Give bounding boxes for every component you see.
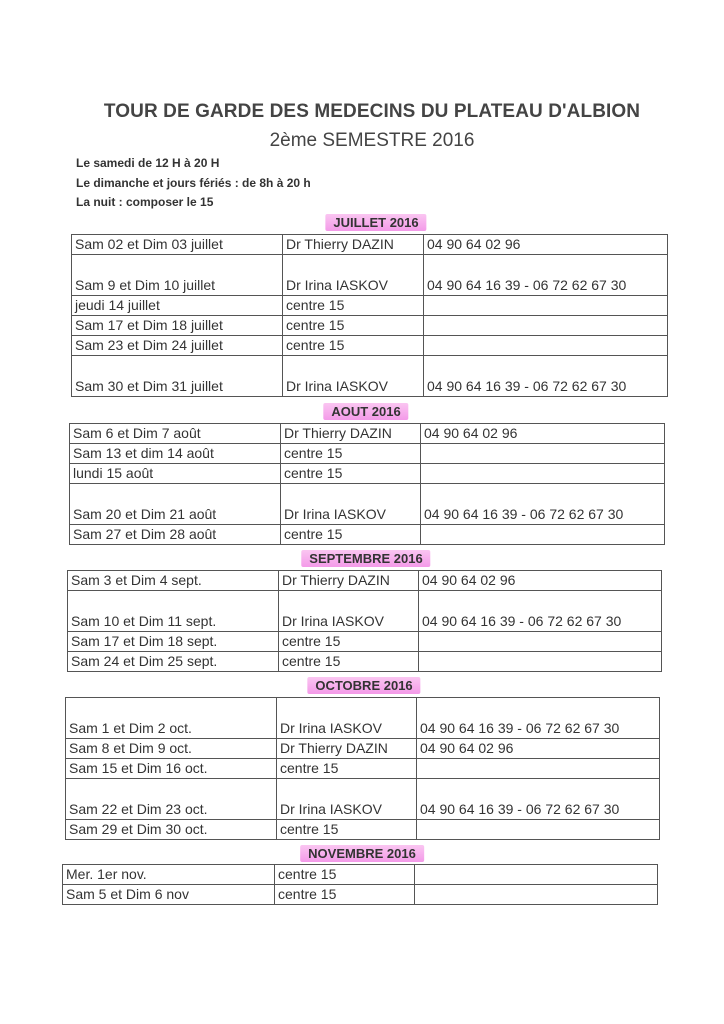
phone-cell: [417, 759, 660, 779]
phone-cell: [424, 296, 668, 316]
doctor-cell: centre 15: [281, 444, 421, 464]
phone-cell: [421, 444, 665, 464]
table-row: [72, 316, 668, 336]
schedule-table-october: [65, 697, 660, 840]
doctor-cell: Dr Thierry DAZIN: [283, 235, 424, 255]
date-cell: Mer. 1er nov.: [63, 865, 275, 885]
phone-cell: [424, 316, 668, 336]
date-cell: Sam 02 et Dim 03 juillet: [72, 235, 283, 255]
doctor-cell: Dr Irina IASKOV: [283, 255, 424, 296]
table-row: [72, 356, 668, 397]
table-row: [70, 484, 665, 525]
table-row: [63, 865, 658, 885]
table-row: [66, 698, 660, 739]
phone-cell: 04 90 64 02 96: [419, 571, 662, 591]
info-night-number: La nuit : composer le 15: [76, 195, 214, 209]
doctor-cell: centre 15: [283, 336, 424, 356]
phone-cell: 04 90 64 16 39 - 06 72 62 67 30: [419, 591, 662, 632]
date-cell: Sam 24 et Dim 25 sept.: [68, 652, 279, 672]
date-cell: Sam 23 et Dim 24 juillet: [72, 336, 283, 356]
date-cell: Sam 10 et Dim 11 sept.: [68, 591, 279, 632]
phone-cell: 04 90 64 02 96: [421, 424, 665, 444]
doctor-cell: centre 15: [277, 820, 417, 840]
table-row: [66, 759, 660, 779]
phone-cell: 04 90 64 16 39 - 06 72 62 67 30: [417, 698, 660, 739]
doctor-cell: Dr Thierry DAZIN: [281, 424, 421, 444]
info-sunday-hours: Le dimanche et jours fériés : de 8h à 20 h: [76, 176, 311, 190]
date-cell: jeudi 14 juillet: [72, 296, 283, 316]
doctor-cell: Dr Irina IASKOV: [281, 484, 421, 525]
schedule-table-september: [67, 570, 662, 672]
phone-cell: [424, 336, 668, 356]
date-cell: Sam 6 et Dim 7 août: [70, 424, 281, 444]
schedule-table-august: [69, 423, 665, 545]
month-heading-july: JUILLET 2016: [325, 214, 426, 231]
month-heading-september: SEPTEMBRE 2016: [301, 550, 430, 567]
date-cell: Sam 17 et Dim 18 sept.: [68, 632, 279, 652]
doctor-cell: Dr Irina IASKOV: [277, 698, 417, 739]
month-heading-october: OCTOBRE 2016: [307, 677, 420, 694]
phone-cell: 04 90 64 16 39 - 06 72 62 67 30: [424, 356, 668, 397]
phone-cell: [421, 525, 665, 545]
date-cell: Sam 5 et Dim 6 nov: [63, 885, 275, 905]
doctor-cell: centre 15: [279, 632, 419, 652]
date-cell: Sam 1 et Dim 2 oct.: [66, 698, 277, 739]
schedule-table-july: [71, 234, 668, 397]
doctor-cell: Dr Thierry DAZIN: [279, 571, 419, 591]
phone-cell: 04 90 64 02 96: [424, 235, 668, 255]
phone-cell: [419, 632, 662, 652]
doctor-cell: Dr Thierry DAZIN: [277, 739, 417, 759]
table-row: [70, 424, 665, 444]
table-row: [66, 820, 660, 840]
table-row: [72, 235, 668, 255]
date-cell: Sam 22 et Dim 23 oct.: [66, 779, 277, 820]
table-row: [70, 525, 665, 545]
date-cell: lundi 15 août: [70, 464, 281, 484]
phone-cell: [415, 865, 658, 885]
phone-cell: 04 90 64 16 39 - 06 72 62 67 30: [417, 779, 660, 820]
date-cell: Sam 29 et Dim 30 oct.: [66, 820, 277, 840]
phone-cell: 04 90 64 02 96: [417, 739, 660, 759]
page-subtitle: 2ème SEMESTRE 2016: [269, 130, 475, 151]
date-cell: Sam 9 et Dim 10 juillet: [72, 255, 283, 296]
date-cell: Sam 30 et Dim 31 juillet: [72, 356, 283, 397]
phone-cell: [415, 885, 658, 905]
doctor-cell: centre 15: [283, 296, 424, 316]
month-heading-august: AOUT 2016: [323, 403, 408, 420]
phone-cell: 04 90 64 16 39 - 06 72 62 67 30: [424, 255, 668, 296]
table-row: [70, 464, 665, 484]
table-row: [72, 336, 668, 356]
table-row: [72, 255, 668, 296]
schedule-table-november: [62, 864, 658, 905]
month-heading-november: NOVEMBRE 2016: [300, 845, 424, 862]
table-row: [68, 571, 662, 591]
doctor-cell: centre 15: [277, 759, 417, 779]
doctor-cell: centre 15: [275, 865, 415, 885]
date-cell: Sam 13 et dim 14 août: [70, 444, 281, 464]
table-row: [68, 652, 662, 672]
doctor-cell: Dr Irina IASKOV: [283, 356, 424, 397]
date-cell: Sam 8 et Dim 9 oct.: [66, 739, 277, 759]
phone-cell: [417, 820, 660, 840]
date-cell: Sam 20 et Dim 21 août: [70, 484, 281, 525]
doctor-cell: Dr Irina IASKOV: [277, 779, 417, 820]
date-cell: Sam 27 et Dim 28 août: [70, 525, 281, 545]
date-cell: Sam 3 et Dim 4 sept.: [68, 571, 279, 591]
phone-cell: 04 90 64 16 39 - 06 72 62 67 30: [421, 484, 665, 525]
table-row: [68, 632, 662, 652]
doctor-cell: Dr Irina IASKOV: [279, 591, 419, 632]
table-row: [68, 591, 662, 632]
table-row: [72, 296, 668, 316]
date-cell: Sam 17 et Dim 18 juillet: [72, 316, 283, 336]
table-row: [63, 885, 658, 905]
info-saturday-hours: Le samedi de 12 H à 20 H: [76, 156, 220, 170]
date-cell: Sam 15 et Dim 16 oct.: [66, 759, 277, 779]
doctor-cell: centre 15: [279, 652, 419, 672]
phone-cell: [419, 652, 662, 672]
doctor-cell: centre 15: [283, 316, 424, 336]
doctor-cell: centre 15: [281, 464, 421, 484]
phone-cell: [421, 464, 665, 484]
doctor-cell: centre 15: [281, 525, 421, 545]
table-row: [66, 779, 660, 820]
table-row: [70, 444, 665, 464]
page-title: TOUR DE GARDE DES MEDECINS DU PLATEAU D'ALBION: [103, 101, 641, 122]
doctor-cell: centre 15: [275, 885, 415, 905]
table-row: [66, 739, 660, 759]
